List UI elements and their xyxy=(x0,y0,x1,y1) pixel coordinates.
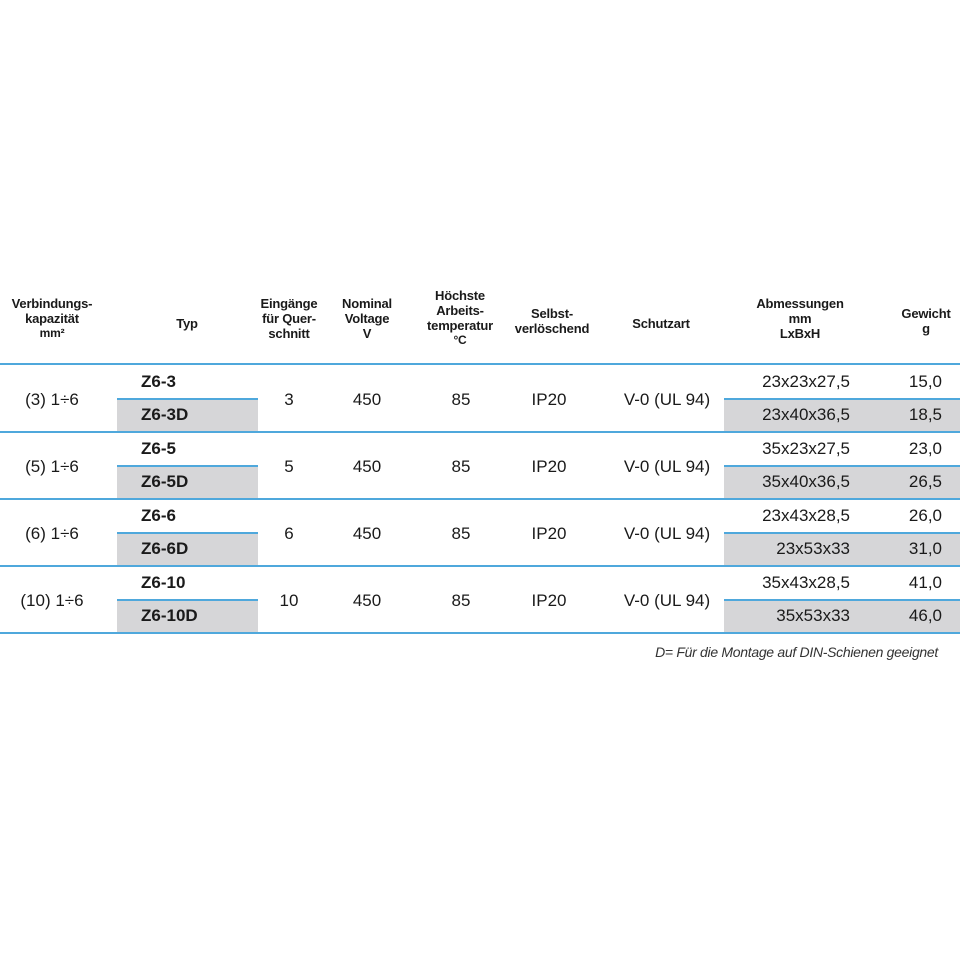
header-line: Voltage xyxy=(344,311,390,326)
header-line: verlöschend xyxy=(514,321,590,336)
footnote: D= Für die Montage auf DIN-Schienen geeignet xyxy=(655,644,938,660)
header-line: V xyxy=(362,326,372,341)
voltage-value: 450 xyxy=(352,457,382,476)
group-rule xyxy=(0,565,960,567)
row-separator xyxy=(724,599,960,601)
header-line: Schutzart xyxy=(632,316,690,331)
row-separator xyxy=(724,465,960,467)
header-line: mm² xyxy=(39,326,65,340)
type-value: Z6-10D xyxy=(141,606,198,625)
header-line: Eingänge xyxy=(260,296,318,311)
header-line: temperatur xyxy=(427,318,493,333)
header-line: LxBxH xyxy=(779,326,821,341)
dimensions-value: 35x23x27,5 xyxy=(762,439,850,458)
voltage-value: 450 xyxy=(352,524,382,543)
temp-value: 85 xyxy=(451,457,471,476)
ip-value: IP20 xyxy=(531,457,567,476)
header-line: g xyxy=(922,321,930,336)
weight-value: 23,0 xyxy=(908,439,942,458)
temp-value: 85 xyxy=(451,390,471,409)
capacity-value: (5) 1÷6 xyxy=(25,457,79,476)
ip-value: IP20 xyxy=(531,591,567,610)
group-rule xyxy=(0,431,960,433)
weight-value: 46,0 xyxy=(908,606,942,625)
row-separator xyxy=(117,465,258,467)
row-separator xyxy=(117,532,258,534)
ip-value: IP20 xyxy=(531,524,567,543)
header-weight xyxy=(866,306,960,336)
temp-value: 85 xyxy=(451,591,471,610)
header-line: Höchste xyxy=(435,288,485,303)
header-line: Arbeits- xyxy=(436,303,484,318)
dimensions-value: 23x43x28,5 xyxy=(762,506,850,525)
type-value: Z6-5D xyxy=(141,472,189,491)
group-rule xyxy=(0,498,960,500)
row-separator xyxy=(724,398,960,400)
header-rule xyxy=(0,363,960,365)
flame-value: V-0 (UL 94) xyxy=(623,591,711,610)
capacity-value: (3) 1÷6 xyxy=(25,390,79,409)
header-line: Verbindungs- xyxy=(11,296,93,311)
voltage-value: 450 xyxy=(352,390,382,409)
dimensions-value: 35x40x36,5 xyxy=(762,472,850,491)
inputs-value: 10 xyxy=(279,591,299,610)
flame-value: V-0 (UL 94) xyxy=(623,524,711,543)
header-dimensions xyxy=(740,296,860,341)
header-line: für Quer- xyxy=(262,311,316,326)
capacity-value: (6) 1÷6 xyxy=(25,524,79,543)
row-separator xyxy=(117,398,258,400)
ip-value: IP20 xyxy=(531,390,567,409)
header-line: mm xyxy=(788,311,812,326)
flame-value: V-0 (UL 94) xyxy=(623,390,711,409)
weight-value: 41,0 xyxy=(908,573,942,592)
row-separator xyxy=(724,532,960,534)
weight-value: 18,5 xyxy=(908,405,942,424)
type-value: Z6-6D xyxy=(141,539,189,558)
flame-value: V-0 (UL 94) xyxy=(623,457,711,476)
dimensions-value: 23x23x27,5 xyxy=(762,372,850,391)
header-line: Nominal xyxy=(342,296,392,311)
header-selfext xyxy=(492,306,612,336)
type-value: Z6-5 xyxy=(141,439,176,458)
header-line: °C xyxy=(453,333,467,347)
header-line: Typ xyxy=(176,316,198,331)
dimensions-value: 35x43x28,5 xyxy=(762,573,850,592)
header-protection xyxy=(601,316,721,331)
inputs-value: 5 xyxy=(284,457,294,476)
weight-value: 31,0 xyxy=(908,539,942,558)
dimensions-value: 23x40x36,5 xyxy=(762,405,850,424)
weight-value: 26,5 xyxy=(908,472,942,491)
header-line: kapazität xyxy=(25,311,79,326)
type-value: Z6-10 xyxy=(141,573,186,592)
header-capacity xyxy=(0,296,112,341)
header-line: Selbst- xyxy=(531,306,573,321)
type-value: Z6-6 xyxy=(141,506,176,525)
group-rule xyxy=(0,632,960,634)
weight-value: 15,0 xyxy=(908,372,942,391)
inputs-value: 6 xyxy=(284,524,294,543)
row-separator xyxy=(117,599,258,601)
header-line: schnitt xyxy=(268,326,310,341)
weight-value: 26,0 xyxy=(908,506,942,525)
type-value: Z6-3 xyxy=(141,372,176,391)
dimensions-value: 35x53x33 xyxy=(776,606,850,625)
type-value: Z6-3D xyxy=(141,405,189,424)
header-line: Gewicht xyxy=(901,306,951,321)
header-line: Abmessungen xyxy=(756,296,844,311)
inputs-value: 3 xyxy=(284,390,294,409)
capacity-value: (10) 1÷6 xyxy=(20,591,84,610)
dimensions-value: 23x53x33 xyxy=(776,539,850,558)
voltage-value: 450 xyxy=(352,591,382,610)
temp-value: 85 xyxy=(451,524,471,543)
